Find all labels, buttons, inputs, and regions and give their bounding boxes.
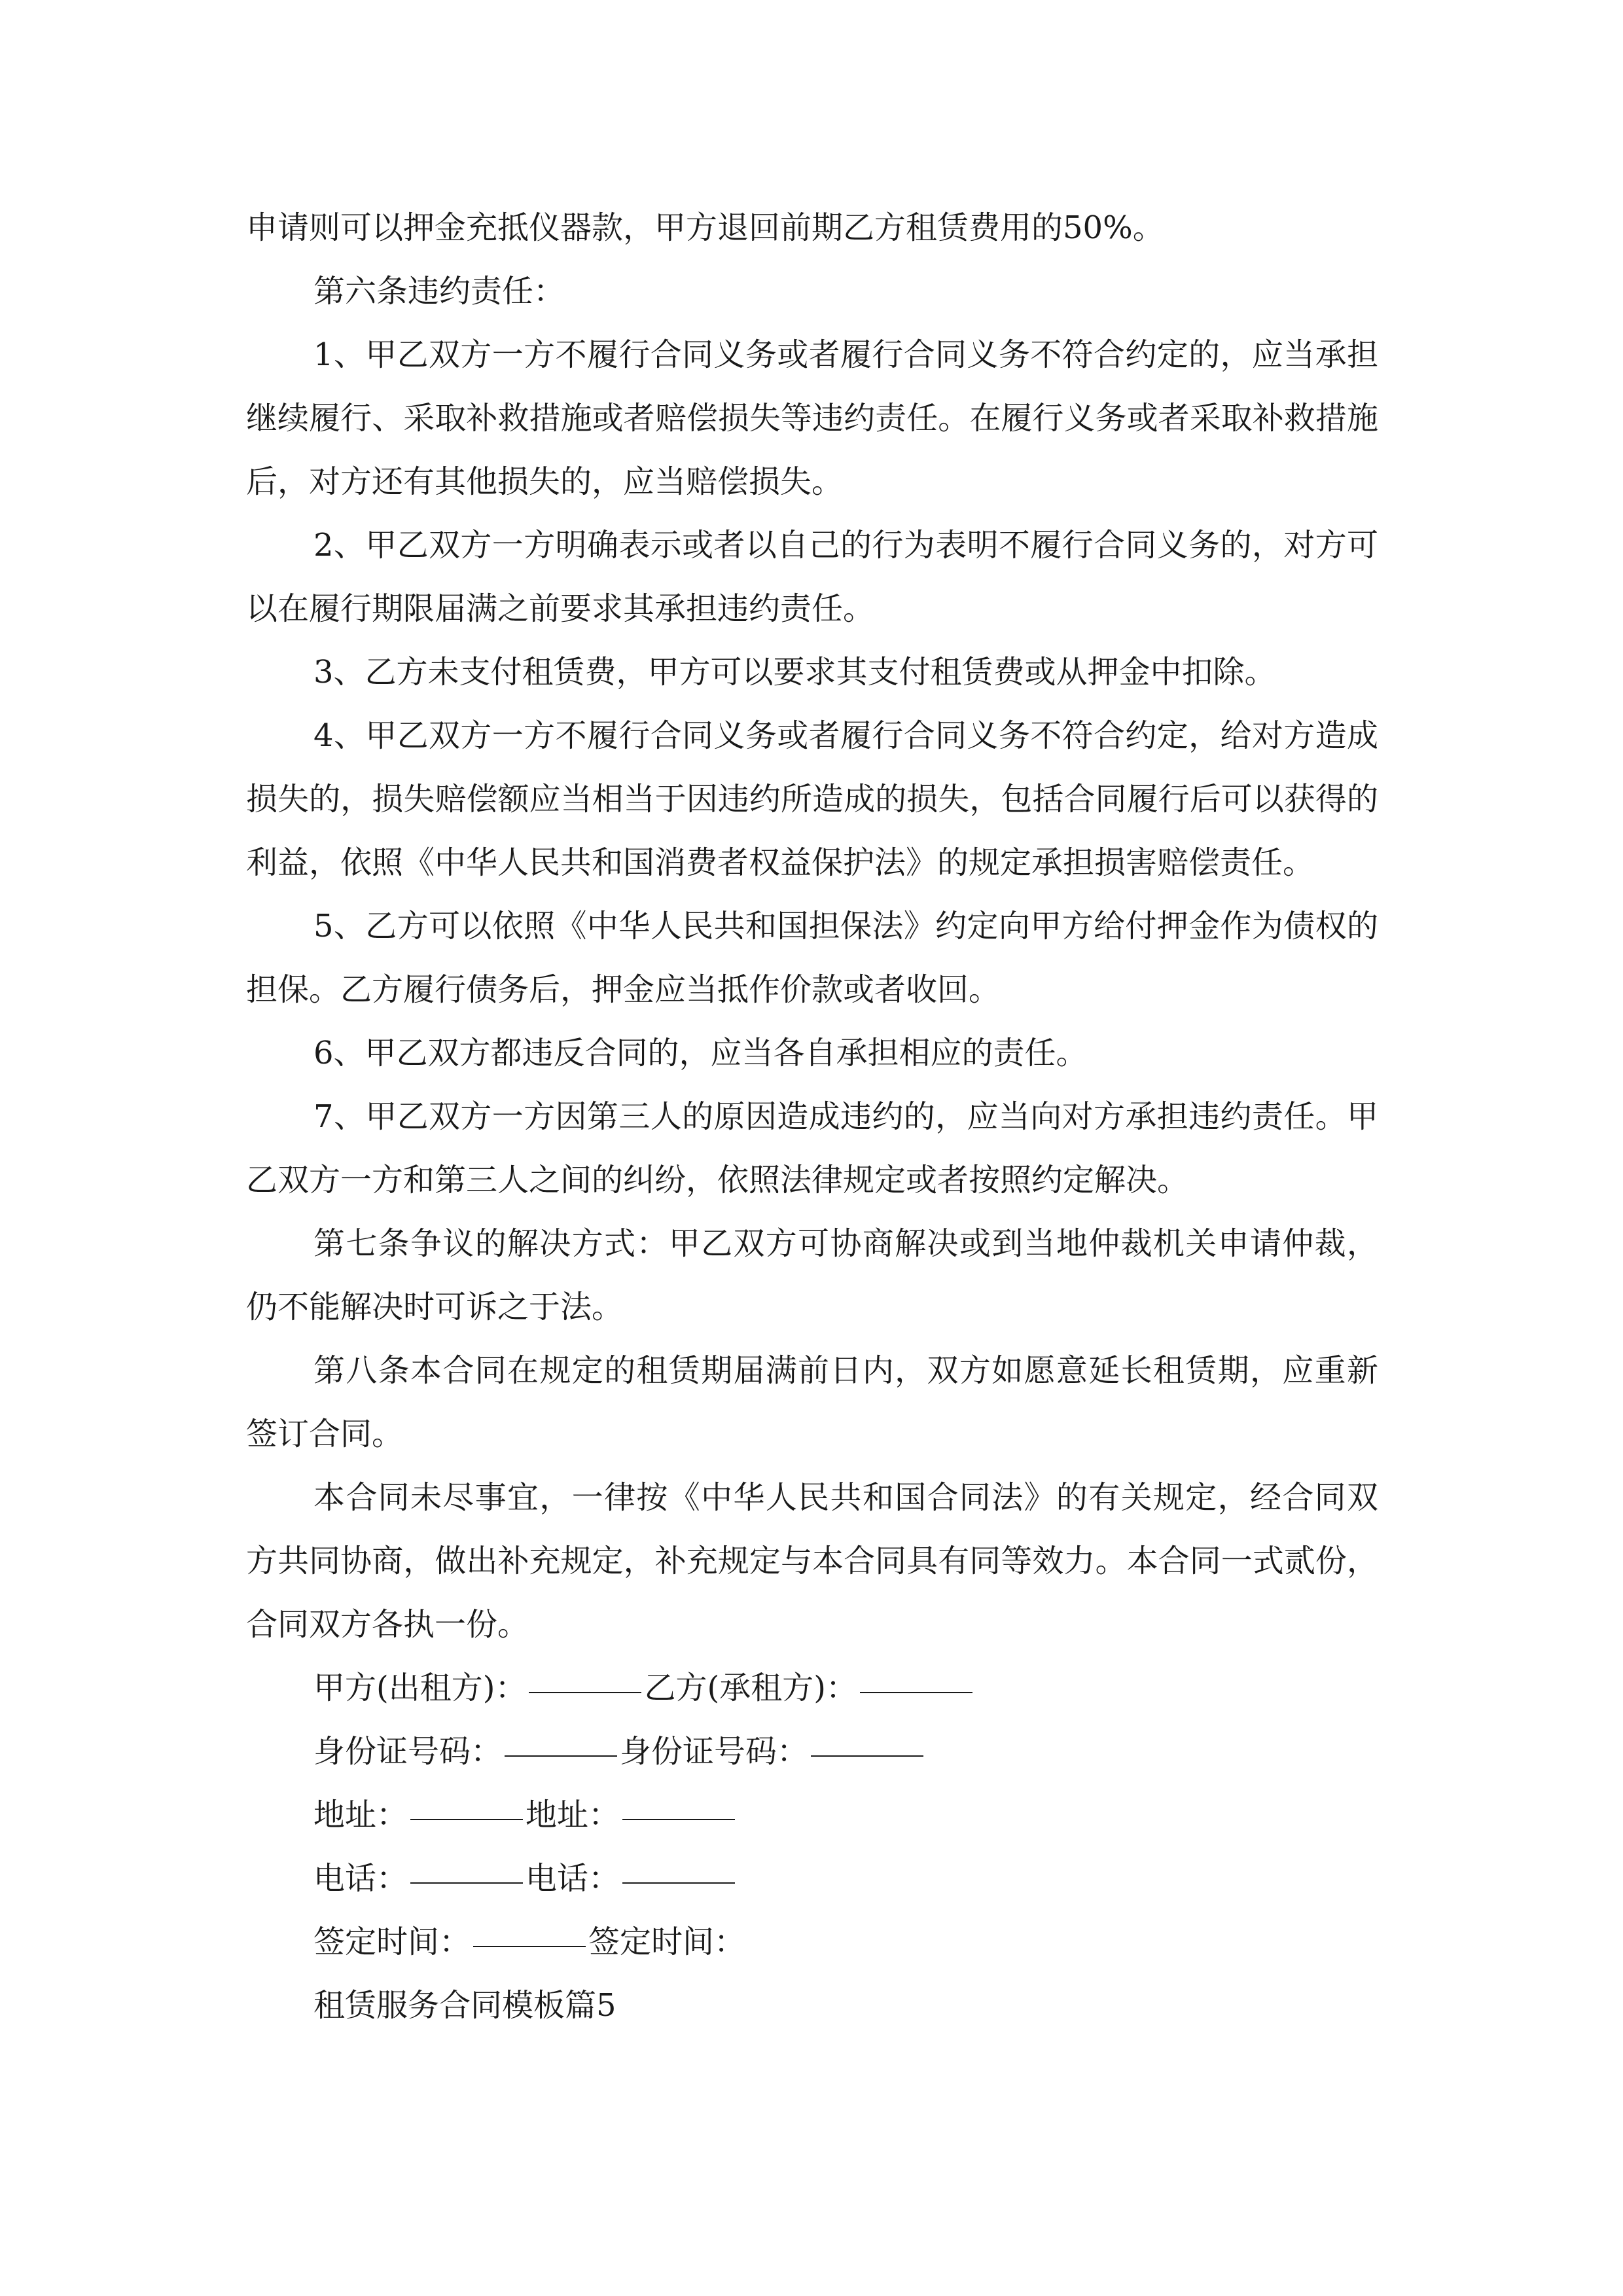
signature-id-line bbox=[246, 1720, 1378, 1784]
signature-phone-line bbox=[246, 1847, 1378, 1910]
lessor-date-blank[interactable] bbox=[473, 1907, 586, 1947]
lessor-label: 甲方(出租方)： bbox=[313, 1670, 527, 1706]
breach-item-5: 5、乙方可以依照《中华人民共和国担保法》约定向甲方给付押金作为债权的担保。乙方履行债务后，押金应当抵作价款或者收回。 bbox=[246, 908, 1378, 1008]
paragraph-deposit-clause: 申请则可以押金充抵仪器款，甲方退回前期乙方租赁费用的50%。 bbox=[246, 209, 1164, 246]
supplementary-clause: 本合同未尽事宜，一律按《中华人民共和国合同法》的有关规定，经合同双方共同协商，做出补充规定，补充规定与本合同具有同等效力。本合同一式贰份，合同双方各执一份。 bbox=[246, 1479, 1378, 1643]
lessor-date-label: 签定时间： bbox=[313, 1924, 471, 1960]
lessee-blank[interactable] bbox=[860, 1653, 972, 1693]
lessor-id-label: 身份证号码： bbox=[313, 1733, 503, 1770]
breach-item-3: 3、乙方未支付租赁费，甲方可以要求其支付租赁费或从押金中扣除。 bbox=[313, 654, 1276, 691]
lessee-phone-label: 电话： bbox=[526, 1860, 620, 1897]
lessee-id-label: 身份证号码： bbox=[620, 1733, 809, 1770]
breach-item-2: 2、甲乙双方一方明确表示或者以自己的行为表明不履行合同义务的，对方可以在履行期限届满之前要求其承担违约责任。 bbox=[246, 527, 1378, 627]
lessor-id-blank[interactable] bbox=[505, 1716, 617, 1757]
lessee-label: 乙方(承租方)： bbox=[644, 1670, 857, 1706]
signature-date-line bbox=[246, 1910, 1378, 1974]
article-six-heading: 第六条违约责任： bbox=[313, 273, 565, 310]
signature-address-line bbox=[246, 1784, 1378, 1847]
lessor-address-label: 地址： bbox=[313, 1797, 408, 1833]
document-body bbox=[246, 196, 1378, 2037]
signature-party-line bbox=[246, 1657, 1378, 1720]
next-section-heading: 租赁服务合同模板篇5 bbox=[313, 1987, 616, 2024]
breach-item-6: 6、甲乙双方都违反合同的，应当各自承担相应的责任。 bbox=[313, 1035, 1088, 1071]
lessor-blank[interactable] bbox=[529, 1653, 641, 1693]
lessee-address-blank[interactable] bbox=[622, 1780, 735, 1820]
lessor-phone-blank[interactable] bbox=[410, 1843, 523, 1884]
lessor-address-blank[interactable] bbox=[410, 1780, 523, 1820]
lessee-phone-blank[interactable] bbox=[622, 1843, 735, 1884]
article-eight-renewal: 第八条本合同在规定的租赁期届满前日内，双方如愿意延长租赁期，应重新签订合同。 bbox=[246, 1352, 1378, 1452]
article-seven-dispute: 第七条争议的解决方式：甲乙双方可协商解决或到当地仲裁机关申请仲裁，仍不能解决时可诉之于法。 bbox=[246, 1225, 1378, 1325]
breach-item-1: 1、甲乙双方一方不履行合同义务或者履行合同义务不符合约定的，应当承担继续履行、采取补救措施或者赔偿损失等违约责任。在履行义务或者采取补救措施后，对方还有其他损失的，应当赔偿损失。 bbox=[246, 336, 1378, 500]
lessee-id-blank[interactable] bbox=[811, 1716, 923, 1757]
breach-item-7: 7、甲乙双方一方因第三人的原因造成违约的，应当向对方承担违约责任。甲乙双方一方和第三人之间的纠纷，依照法律规定或者按照约定解决。 bbox=[246, 1098, 1378, 1198]
lessee-date-label: 签定时间： bbox=[588, 1924, 746, 1960]
lessee-address-label: 地址： bbox=[526, 1797, 620, 1833]
lessor-phone-label: 电话： bbox=[313, 1860, 408, 1897]
breach-item-4: 4、甲乙双方一方不履行合同义务或者履行合同义务不符合约定，给对方造成损失的，损失赔偿额应当相当于因违约所造成的损失，包括合同履行后可以获得的利益，依照《中华人民共和国消费者权益保护法》的规定承担损害赔偿责任。 bbox=[246, 717, 1378, 881]
